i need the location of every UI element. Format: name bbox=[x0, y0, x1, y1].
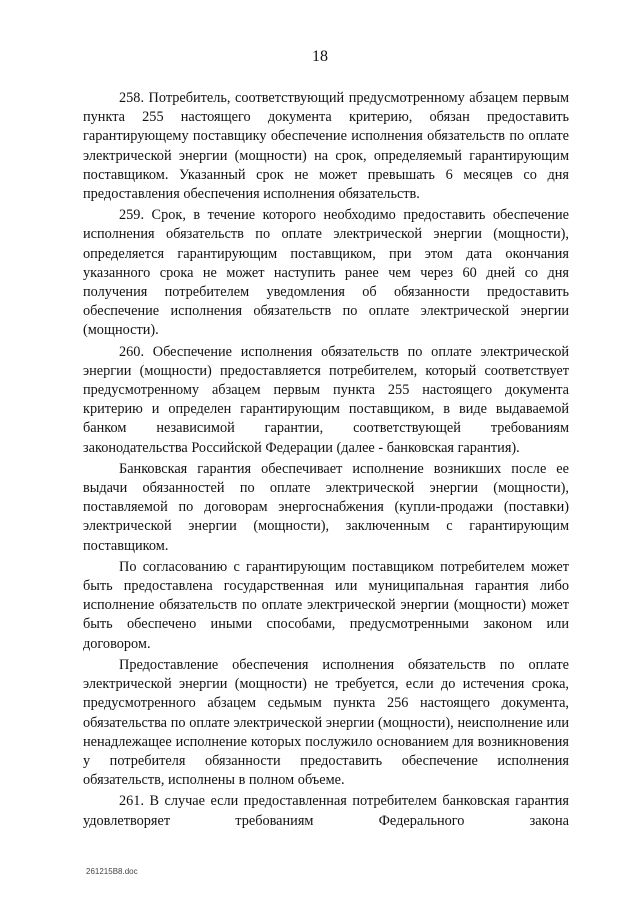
footer-file-name: 261215В8.doc bbox=[86, 867, 138, 876]
paragraph-261: 261. В случае если предоставленная потребителем банковская гарантия удовлетворяет требованиям Федерального закона bbox=[83, 793, 569, 829]
page-number: 18 bbox=[312, 48, 328, 65]
paragraph-state-guarantee: По согласованию с гарантирующим поставщиком потребителем может быть предоставлена государственная или муниципальная гарантия либо исполнение обязательств по оплате электрической энергии (мощности) может быть обеспечено иными способами, предусмотренными законом или договором. bbox=[83, 558, 569, 652]
document-body bbox=[83, 89, 569, 833]
paragraph-bank-guarantee: Банковская гарантия обеспечивает исполнение возникших после ее выдачи обязанностей по оплате электрической энергии (мощности), поставляемой по договорам энергоснабжения (купли-продажи (поставки) электрической энергии (мощности), заключенным с гарантирующим поставщиком. bbox=[83, 460, 569, 554]
paragraph-258: 258. Потребитель, соответствующий предусмотренному абзацем первым пункта 255 настоящего документа критерию, обязан предоставить гарантирующему поставщику обеспечение исполнения обязательств по оплате электрической энергии (мощности) на срок, определяемый гарантирующим поставщиком. Указанный срок не может превышать 6 месяцев со дня предоставления обеспечения исполнения обязательств. bbox=[83, 90, 569, 203]
paragraph-260: 260. Обеспечение исполнения обязательств по оплате электрической энергии (мощности) предоставляется потребителем, который соответствует предусмотренному абзацем первым пункта 255 настоящего документа критерию и определен гарантирующим поставщиком, в виде выдаваемой банком независимой гарантии, соответствующей требованиям законодательства Российской Федерации (далее - банковская гарантия). bbox=[83, 343, 569, 456]
paragraph-259: 259. Срок, в течение которого необходимо предоставить обеспечение исполнения обязательств по оплате электрической энергии (мощности), определяется гарантирующим поставщиком, при этом дата окончания указанного срока не может наступить ранее чем через 60 дней со дня получения потребителем уведомления об обязанности предоставить обеспечение исполнения обязательств по оплате электрической энергии (мощности). bbox=[83, 207, 569, 339]
paragraph-not-required: Предоставление обеспечения исполнения обязательств по оплате электрической энергии (мощности) не требуется, если до истечения срока, предусмотренного абзацем седьмым пункта 256 настоящего документа, обязательства по оплате электрической энергии (мощности), неисполнение или ненадлежащее исполнение которых послужило основанием для возникновения у потребителя обязанности предоставить обеспечение исполнения обязательств, исполнены в полном объеме. bbox=[83, 656, 569, 789]
